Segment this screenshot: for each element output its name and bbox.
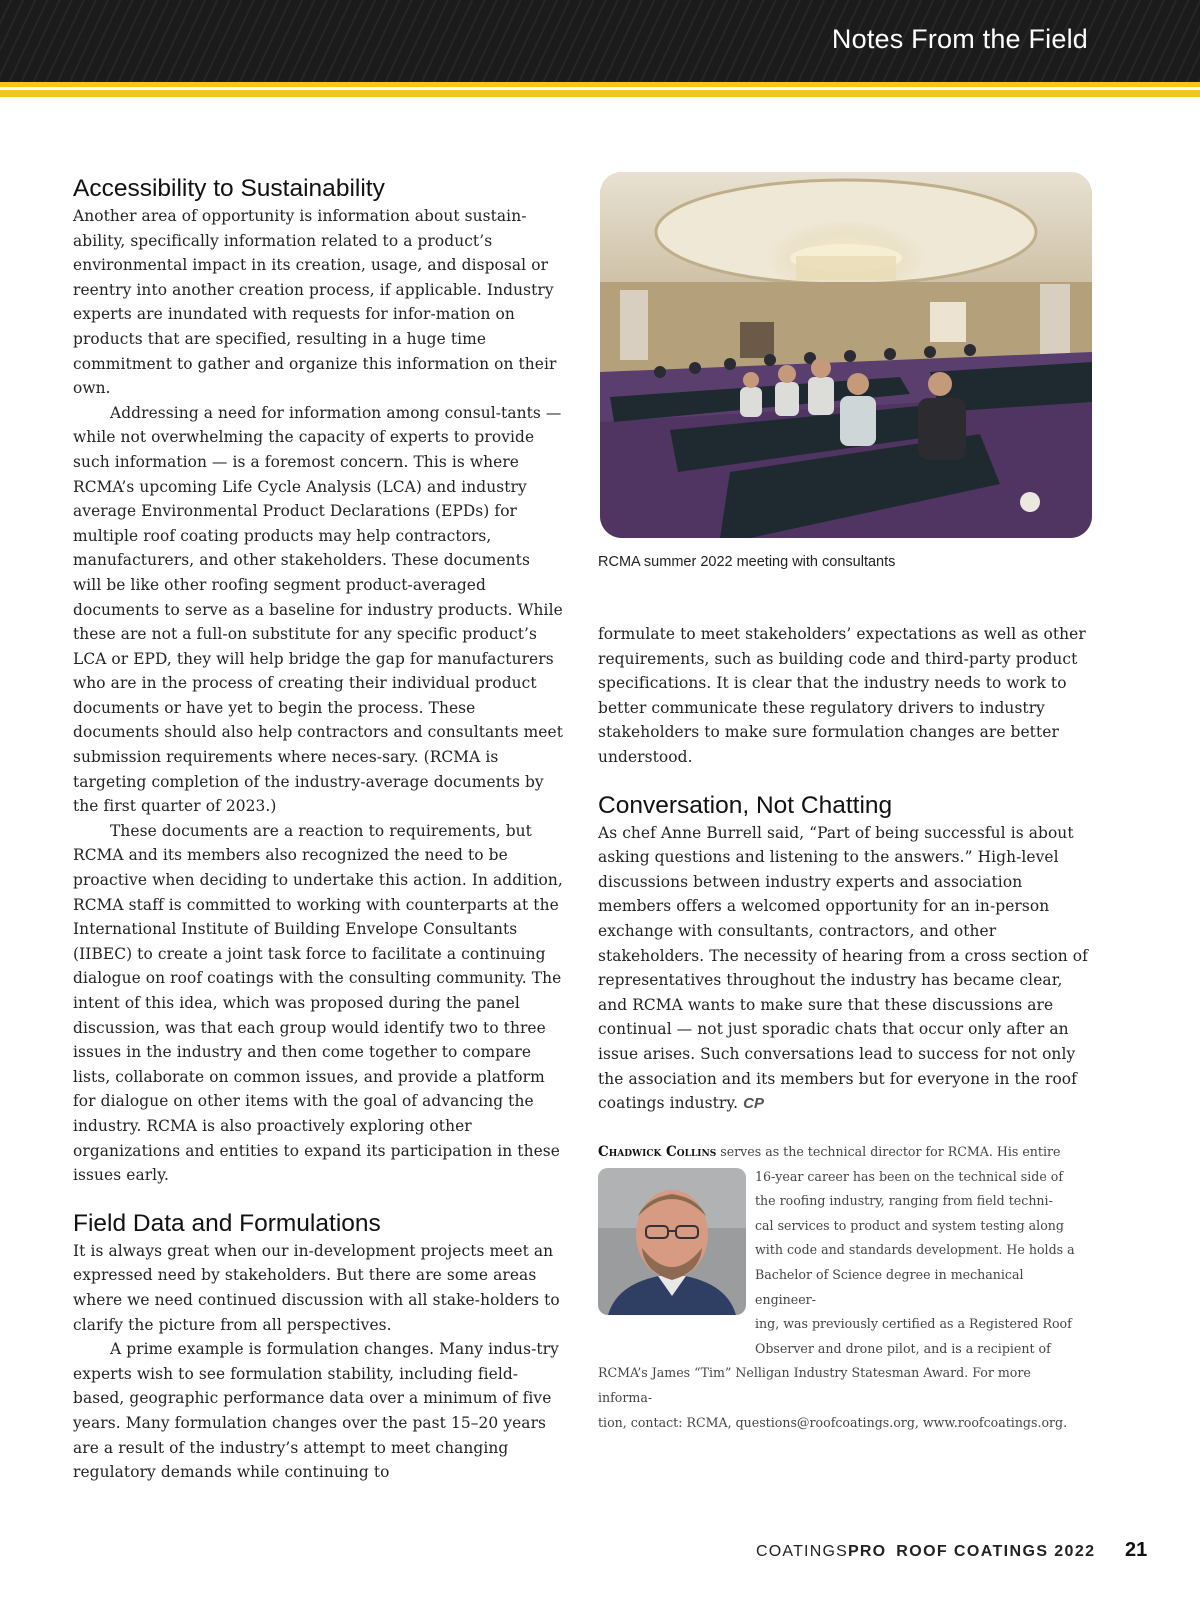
bio-line: 16-year career has been on the technical side of	[755, 1168, 1064, 1184]
issue-title: ROOF COATINGS 2022	[896, 1543, 1096, 1560]
paragraph	[598, 821, 1088, 1117]
photo-caption: RCMA summer 2022 meeting with consultants	[598, 554, 896, 570]
heading-field-data: Field Data and Formulations	[73, 1209, 381, 1237]
right-column	[598, 622, 1088, 1117]
bio-line: cal services to product and system testing along	[755, 1217, 1064, 1233]
bio-line: tion, contact: RCMA, questions@roofcoatings.org, www.roofcoatings.org.	[598, 1414, 1068, 1430]
heading-conversation: Conversation, Not Chatting	[598, 791, 893, 819]
paragraph: It is always great when our in-development projects meet an expressed need by stakeholders. But there are some areas where we need continued discussion with all stake-holders to clarify the picture from all perspectives.	[73, 1241, 560, 1334]
header-bar	[0, 0, 1200, 82]
bio-line: Bachelor of Science degree in mechanical engineer-	[755, 1266, 1024, 1307]
paragraph: A prime example is formulation changes. Many indus-try experts wish to see formulation stability, including field-based, geographic performance data over a minimum of five years. Many formulation changes over the past 15–20 years are a result of the industry’s attempt to meet changing regulatory demands while continuing to	[73, 1340, 559, 1482]
bio-line: the roofing industry, ranging from field techni-	[755, 1193, 1053, 1209]
left-column	[73, 174, 563, 1485]
header-rule	[0, 90, 1200, 97]
bio-line	[598, 1140, 1088, 1165]
brand-name-light: COATINGS	[756, 1543, 848, 1560]
paragraph: These documents are a reaction to requirements, but RCMA and its members also recognized the need to be proactive when deciding to undertake this action. In addition, RCMA staff is committed to working with counterparts at the International Institute of Building Envelope Consultants (IIBEC) to create a joint task force to facilitate a continuing dialogue on roof coatings with the consulting community. The intent of this idea, which was proposed during the panel discussion, was that each group would identify two to three issues in the industry and then come together to compare lists, collaborate on common issues, and provide a platform for dialogue on other items with the goal of advancing the industry. RCMA is also proactively exploring other organizations and entities to expand its participation in these issues early.	[73, 821, 563, 1185]
author-name: Chadwick Collins	[598, 1144, 717, 1160]
heading-accessibility: Accessibility to Sustainability	[73, 175, 385, 202]
magazine-footer	[756, 1543, 1095, 1561]
paragraph: Another area of opportunity is information about sustain-ability, specifically information related to a product’s environmental impact in its creation, usage, and disposal or reentry into another creation process, if applicable. Industry experts are inundated with requests for infor-mation on products that are specified, resulting in a huge time commitment to gather and organize this information on their own.	[73, 207, 557, 398]
paragraph: formulate to meet stakeholders’ expectations as well as other requirements, such as building code and third-party product specifications. It is clear that the industry needs to work to better communicate these regulatory drivers to industry stakeholders to make sure formulation changes are better understood.	[598, 625, 1086, 766]
end-mark: CP	[743, 1095, 765, 1113]
section-title: Notes From the Field	[831, 24, 1088, 54]
author-bio	[598, 1140, 1088, 1435]
paragraph: Addressing a need for information among consul-tants — while not overwhelming the capacity of experts to provide such information — is a foremost concern. This is where RCMA’s upcoming Life Cycle Analysis (LCA) and industry average Environmental Product Declarations (EPDs) for multiple roof coating products may help contractors, manufacturers, and other stakeholders. These documents will be like other roofing segment product-averaged documents to serve as a baseline for industry products. While these are not a full-on substitute for any specific product’s LCA or EPD, they will help bridge the gap for manufacturers who are in the process of creating their individual product documents or have yet to begin the process. These documents should also help contractors and consultants meet submission requirements where neces-sary. (RCMA is targeting completion of the industry-average documents by the first quarter of 2023.)	[73, 403, 563, 816]
brand-name-bold: PRO	[847, 1543, 887, 1560]
bio-line: with code and standards development. He holds a	[755, 1242, 1075, 1258]
bio-text: serves as the technical director for RCMA. His entire	[720, 1144, 1061, 1159]
paragraph-text: As chef Anne Burrell said, “Part of being successful is about asking questions and listening to the answers.” High-level discussions between industry experts and association members offers a welcomed opportunity for an in-person exchange with consultants, contractors, and other stakeholders. The necessity of hearing from a cross section of representatives throughout the industry has became clear, and RCMA wants to make sure that these discussions are continual — not just sporadic chats that occur only after an issue arises. Such conversations lead to success for not only the association and its members but for everyone in the roof coatings industry.	[598, 823, 1088, 1113]
meeting-photo	[600, 172, 1092, 538]
page-number: 21	[1125, 1539, 1148, 1561]
bio-line: RCMA’s James “Tim” Nelligan Industry Statesman Award. For more informa-	[598, 1365, 1031, 1405]
bio-line: Observer and drone pilot, and is a recipient of	[755, 1340, 1051, 1356]
bio-line: ing, was previously certified as a Registered Roof	[755, 1316, 1072, 1332]
